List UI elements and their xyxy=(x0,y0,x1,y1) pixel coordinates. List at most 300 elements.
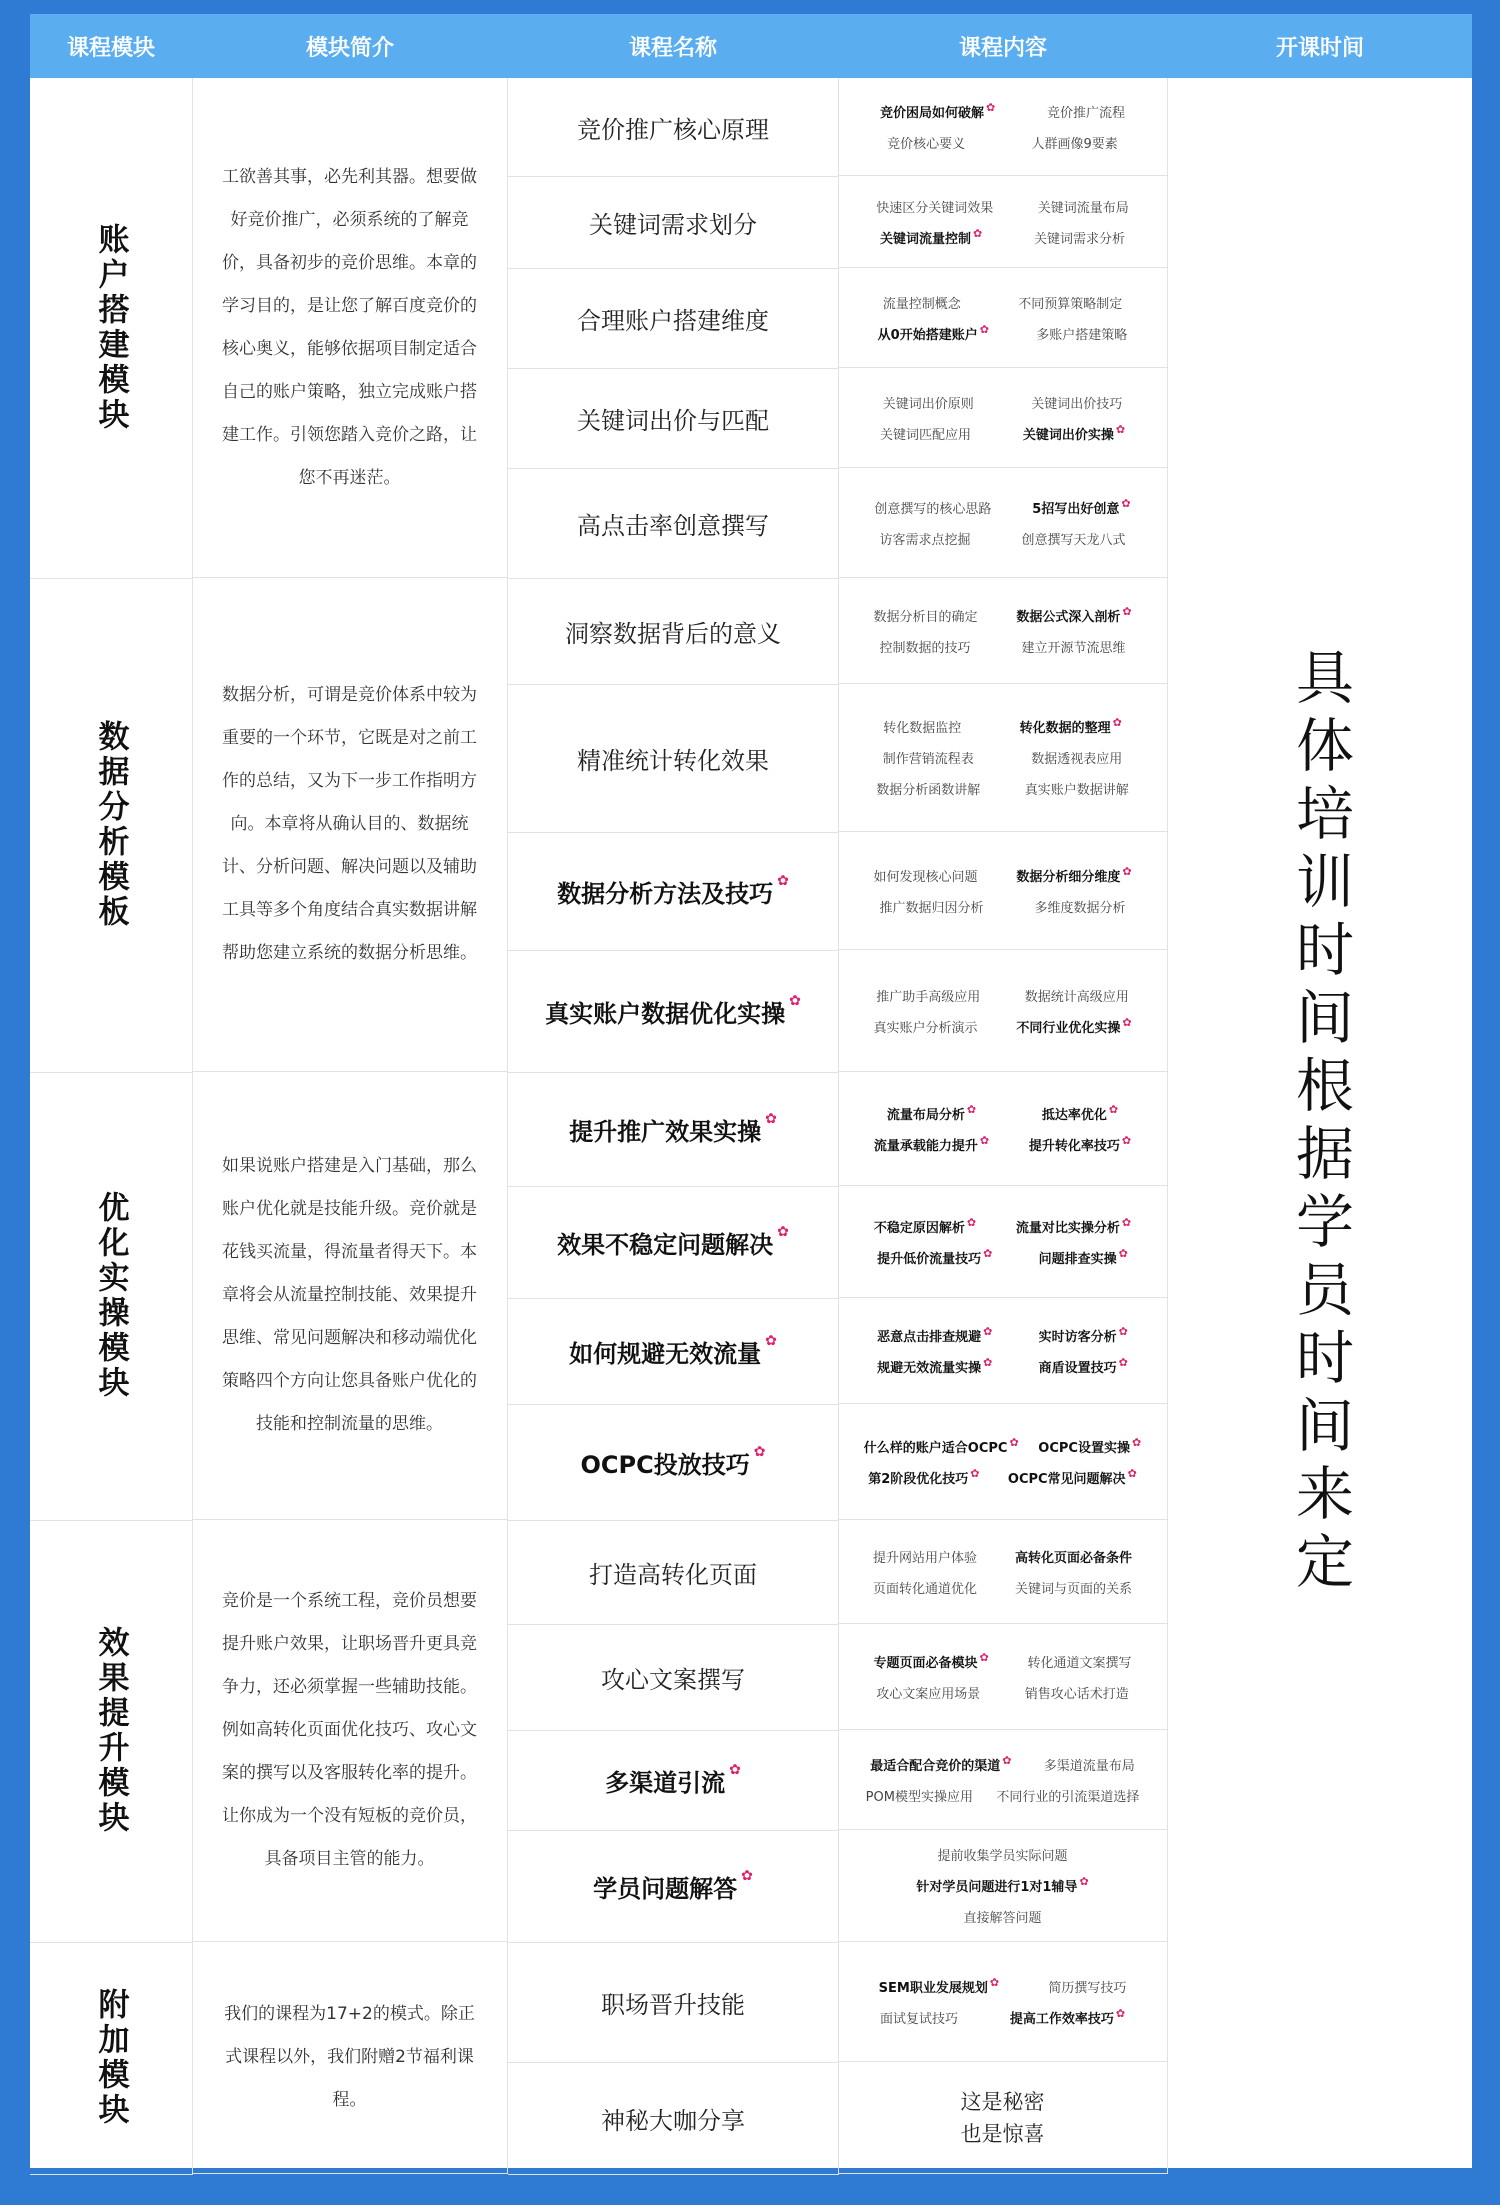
content-item-text: 关键词需求分析 xyxy=(1034,231,1126,247)
content-row xyxy=(854,717,1151,736)
star-icon: ✿ xyxy=(1122,1015,1132,1029)
course-name: 合理账户搭建维度 xyxy=(577,306,769,335)
star-icon: ✿ xyxy=(985,100,996,114)
content-item-text: OCPC设置实操 xyxy=(1038,1440,1130,1456)
content-item-text: 攻心文案应用场景 xyxy=(876,1686,981,1702)
course-name-cell xyxy=(508,1830,839,1943)
content-row xyxy=(854,1755,1151,1774)
module-title: 效果提升模块 xyxy=(92,1626,129,1836)
star-icon: ✿ xyxy=(1115,422,1126,436)
start-time-note xyxy=(1168,78,1472,2168)
content-item xyxy=(1010,2008,1125,2027)
content-item-text: 提升转化率技巧 xyxy=(1028,1138,1120,1154)
header-start-time: 开课时间 xyxy=(1275,35,1364,61)
course-content-cell xyxy=(838,684,1168,832)
star-icon: ✿ xyxy=(1121,1215,1132,1229)
content-row xyxy=(854,102,1151,121)
star-icon: ✿ xyxy=(1121,496,1131,510)
content-row xyxy=(854,1977,1151,1996)
content-row xyxy=(854,897,1151,916)
content-item xyxy=(1023,424,1125,443)
star-icon: ✿ xyxy=(979,322,989,336)
content-item-text: 真实账户分析演示 xyxy=(873,1020,978,1036)
content-item-text: 不同预算策略制定 xyxy=(1018,296,1123,312)
content-item xyxy=(1021,529,1125,548)
module-description: 竞价是一个系统工程，竞价员想要提升账户效果，让职场晋升更具竞争力，还必须掌握一些辅助技能。例如高转化页面优化技巧、攻心文案的撰写以及客服转化率的提升。让你成为一个没有短板的竞价员，具备项目主管的能力。 xyxy=(222,1591,477,1869)
course-name: 职场晋升技能 xyxy=(601,1990,745,2019)
content-item xyxy=(874,1135,989,1154)
content-row xyxy=(854,498,1151,517)
star-icon: ✿ xyxy=(729,1762,741,1778)
star-icon: ✿ xyxy=(1122,604,1132,618)
content-item xyxy=(887,1104,976,1123)
star-icon: ✿ xyxy=(1112,716,1122,729)
content-item-text: 提前收集学员实际问题 xyxy=(937,1849,1068,1864)
content-item-text: 流量控制概念 xyxy=(882,296,961,312)
content-item xyxy=(876,779,980,798)
content-item xyxy=(996,1786,1139,1805)
table-body xyxy=(30,78,1472,2168)
content-item xyxy=(1039,1248,1128,1267)
content-row xyxy=(854,1786,1151,1805)
content-item xyxy=(1036,324,1127,343)
content-item-text: 实时访客分析 xyxy=(1038,1329,1117,1345)
course-content-cell xyxy=(838,468,1168,578)
content-item-text: 高转化页面必备条件 xyxy=(1014,1550,1132,1566)
course-name-cell xyxy=(508,578,839,685)
content-item xyxy=(873,1578,977,1597)
course-content-cell xyxy=(838,78,1168,176)
course-name-cell xyxy=(508,78,839,177)
content-item-text: 关键词匹配应用 xyxy=(879,427,971,443)
course-name-cell xyxy=(508,1942,839,2063)
content-item-text: 最适合配合竞价的渠道 xyxy=(870,1758,1001,1774)
star-icon: ✿ xyxy=(989,1975,1000,1989)
star-icon: ✿ xyxy=(1122,864,1132,878)
course-content-cell xyxy=(838,1186,1168,1298)
course-content-cell xyxy=(838,2062,1168,2174)
content-item xyxy=(1008,1468,1137,1487)
course-name: 效果不稳定问题解决 xyxy=(557,1230,774,1259)
content-item xyxy=(873,866,977,885)
content-item-text: 提高工作效率技巧 xyxy=(1009,2011,1114,2027)
content-item xyxy=(1047,102,1125,121)
header-course-content: 课程内容 xyxy=(958,35,1047,61)
content-item-text: 流量承载能力提升 xyxy=(873,1138,978,1154)
content-item-text: 页面转化通道优化 xyxy=(872,1581,977,1597)
content-item xyxy=(880,2008,958,2027)
content-row xyxy=(854,748,1151,767)
content-item xyxy=(866,1786,973,1805)
content-item-text: 多账户搭建策略 xyxy=(1036,327,1128,343)
content-item xyxy=(1034,897,1125,916)
content-item-text: 恶意点击排查规避 xyxy=(877,1329,982,1345)
content-item xyxy=(1044,1755,1135,1774)
content-item-text: 真实账户数据讲解 xyxy=(1024,783,1129,798)
course-name: OCPC投放技巧 xyxy=(580,1450,750,1479)
content-item-text: 流量布局分析 xyxy=(886,1107,965,1123)
course-name: 精准统计转化效果 xyxy=(577,746,769,775)
course-name-cell xyxy=(508,684,839,833)
content-item-text: 创意撰写天龙八式 xyxy=(1021,532,1126,548)
content-item xyxy=(1048,1977,1126,1996)
content-row xyxy=(854,986,1151,1005)
star-icon: ✿ xyxy=(753,1444,766,1460)
course-content-cell xyxy=(838,1730,1168,1830)
content-item-text: 从0开始搭建账户 xyxy=(877,327,978,343)
content-row xyxy=(854,1104,1151,1123)
course-name: 关键词出价与匹配 xyxy=(577,406,769,435)
content-item xyxy=(880,424,971,443)
module-title-cell xyxy=(30,578,193,1073)
course-name: 竞价推广核心原理 xyxy=(577,115,769,144)
content-item xyxy=(880,102,995,121)
content-item xyxy=(868,1468,979,1487)
module-title-cell xyxy=(30,1942,193,2175)
star-icon: ✿ xyxy=(777,873,789,889)
content-item xyxy=(876,1683,980,1702)
content-item xyxy=(1028,1652,1132,1671)
content-item-text: 提升低价流量技巧 xyxy=(877,1251,982,1267)
content-item xyxy=(874,1217,976,1236)
content-item-text: 关键词出价实操 xyxy=(1022,427,1114,443)
content-item-text: 数据公式深入剖析 xyxy=(1016,609,1121,625)
content-item xyxy=(873,606,977,625)
content-item-text: 关键词流量控制 xyxy=(879,231,971,247)
content-item-text: 不同行业的引流渠道选择 xyxy=(996,1789,1140,1805)
content-row xyxy=(854,1652,1151,1671)
content-item-text: 数据分析函数讲解 xyxy=(876,783,981,798)
module-title: 数据分析模板 xyxy=(92,720,129,930)
content-item xyxy=(877,1248,992,1267)
course-name-cell xyxy=(508,268,839,369)
content-item-text: 不同行业优化实操 xyxy=(1016,1020,1121,1036)
content-item xyxy=(1039,1357,1128,1376)
content-row xyxy=(854,393,1151,412)
content-item xyxy=(1025,779,1129,798)
content-item xyxy=(1015,1547,1132,1566)
content-item-text: 推广助手高级应用 xyxy=(876,989,981,1005)
star-icon: ✿ xyxy=(1079,1875,1089,1888)
module-title-cell xyxy=(30,78,193,579)
module-description: 如果说账户搭建是入门基础，那么账户优化就是技能升级。竞价就是花钱买流量，得流量者得天下。本章将会从流量控制技能、效果提升思维、常见问题解决和移动端优化策略四个方向让您具备账户优化的技能和控制流量的思维。 xyxy=(222,1156,477,1434)
content-row xyxy=(854,1876,1151,1895)
course-content-cell xyxy=(838,1072,1168,1186)
content-item xyxy=(1032,498,1130,517)
content-row xyxy=(854,1326,1151,1345)
star-icon: ✿ xyxy=(1002,1753,1012,1767)
course-name-cell xyxy=(508,468,839,579)
content-item-text: 多维度数据分析 xyxy=(1034,900,1126,916)
content-row xyxy=(854,1437,1151,1456)
star-icon: ✿ xyxy=(970,1466,980,1480)
course-name: 关键词需求划分 xyxy=(589,210,757,239)
content-row xyxy=(854,424,1151,443)
course-name-cell xyxy=(508,2062,839,2175)
content-row xyxy=(854,1217,1151,1236)
star-icon: ✿ xyxy=(966,1215,977,1229)
content-item-text: 建立开源节流思维 xyxy=(1021,640,1126,656)
content-item-text: 转化通道文案撰写 xyxy=(1027,1655,1132,1671)
content-row xyxy=(854,1357,1151,1376)
course-name: 高点击率创意撰写 xyxy=(577,511,769,540)
content-item xyxy=(1016,1017,1131,1036)
course-name-cell xyxy=(508,1072,839,1187)
content-item-text: OCPC常见问题解决 xyxy=(1007,1471,1126,1487)
content-row xyxy=(854,779,1151,798)
content-item-text: 竞价核心要义 xyxy=(887,136,966,152)
content-row xyxy=(854,1017,1151,1036)
star-icon: ✿ xyxy=(765,1111,777,1127)
star-icon: ✿ xyxy=(1118,1355,1128,1369)
content-item xyxy=(1031,748,1122,767)
content-item xyxy=(877,1357,992,1376)
module-title: 账户搭建模块 xyxy=(92,223,129,433)
content-row xyxy=(854,293,1151,312)
content-item-text: 制作营销流程表 xyxy=(882,752,974,767)
course-content-cell xyxy=(838,578,1168,684)
content-row xyxy=(854,866,1151,885)
content-item-text: 关键词与页面的关系 xyxy=(1014,1581,1132,1597)
content-item-text: 数据分析细分维度 xyxy=(1016,869,1121,885)
star-icon: ✿ xyxy=(972,226,983,240)
course-content-cell xyxy=(838,1624,1168,1730)
content-row xyxy=(854,228,1151,247)
star-icon: ✿ xyxy=(1131,1435,1142,1449)
content-item xyxy=(1016,866,1131,885)
course-name-cell xyxy=(508,1186,839,1299)
content-item xyxy=(1016,606,1131,625)
content-item xyxy=(883,393,974,412)
content-item xyxy=(1029,1135,1131,1154)
content-row xyxy=(854,1845,1151,1864)
content-item xyxy=(879,529,970,548)
content-item-text: 5招写出好创意 xyxy=(1032,501,1120,517)
content-item xyxy=(1034,228,1125,247)
course-name-cell xyxy=(508,368,839,469)
content-row xyxy=(854,324,1151,343)
module-title-cell xyxy=(30,1072,193,1521)
star-icon: ✿ xyxy=(983,1246,993,1260)
course-name-cell xyxy=(508,1624,839,1731)
module-desc-cell xyxy=(192,78,508,578)
content-item-text: 控制数据的技巧 xyxy=(879,640,971,656)
content-item-text: 第2阶段优化技巧 xyxy=(868,1471,969,1487)
content-item-text: 创意撰写的核心思路 xyxy=(874,501,992,517)
course-name: 攻心文案撰写 xyxy=(601,1665,745,1694)
content-item-text: SEM职业发展规划 xyxy=(878,1980,988,1996)
content-item-text: 专题页面必备模块 xyxy=(873,1655,978,1671)
content-item-text: 关键词出价技巧 xyxy=(1031,396,1123,412)
star-icon: ✿ xyxy=(777,1224,789,1240)
module-title: 附加模块 xyxy=(92,1988,129,2128)
content-item-text: 数据分析目的确定 xyxy=(873,609,978,625)
content-item xyxy=(878,324,989,343)
content-item-text: 推广数据归因分析 xyxy=(879,900,984,916)
content-item-text: 转化数据监控 xyxy=(883,721,962,736)
content-item xyxy=(876,986,980,1005)
star-icon: ✿ xyxy=(1118,1324,1128,1338)
content-item xyxy=(883,717,961,736)
content-item-text: 流量对比实操分析 xyxy=(1015,1220,1120,1236)
content-item-text: 简历撰写技巧 xyxy=(1048,1980,1127,1996)
content-item-text: 竞价推广流程 xyxy=(1047,105,1126,121)
header-course-name: 课程名称 xyxy=(628,35,717,61)
star-icon: ✿ xyxy=(979,1133,990,1147)
content-item xyxy=(879,1977,999,1996)
content-row xyxy=(854,1547,1151,1566)
content-item xyxy=(879,637,970,656)
content-row xyxy=(854,606,1151,625)
content-row xyxy=(854,1907,1151,1926)
star-icon: ✿ xyxy=(1121,1133,1132,1147)
content-item xyxy=(1025,986,1129,1005)
content-item xyxy=(1031,393,1122,412)
content-item xyxy=(879,897,983,916)
content-item xyxy=(937,1845,1067,1864)
curriculum-table xyxy=(30,14,1472,2168)
content-item-text: 竞价困局如何破解 xyxy=(879,105,984,121)
content-item-text: 规避无效流量实操 xyxy=(877,1360,982,1376)
course-content-cell xyxy=(838,1404,1168,1520)
content-item xyxy=(1039,1326,1128,1345)
course-content-cell xyxy=(838,1298,1168,1404)
content-item-text: 销售攻心话术打造 xyxy=(1024,1686,1129,1702)
content-item xyxy=(870,1755,1011,1774)
star-icon: ✿ xyxy=(1108,1102,1119,1116)
course-content-cell xyxy=(838,268,1168,368)
content-item xyxy=(1020,717,1122,736)
content-item-text: 抵达率优化 xyxy=(1041,1107,1107,1123)
content-item xyxy=(1025,1683,1129,1702)
course-name: 多渠道引流 xyxy=(605,1768,726,1797)
content-item-text: 数据统计高级应用 xyxy=(1024,989,1129,1005)
content-item xyxy=(887,133,965,152)
content-item xyxy=(864,1437,1019,1456)
course-name-cell xyxy=(508,950,839,1073)
module-description: 工欲善其事，必先利其器。想要做好竞价推广，必须系统的了解竞价，具备初步的竞价思维。本章的学习目的，是让您了解百度竞价的核心奥义，能够依据项目制定适合自己的账户策略，独立完成账户搭建工作。引领您踏入竞价之路，让您不再迷茫。 xyxy=(222,166,477,488)
content-item-text: 问题排查实操 xyxy=(1038,1251,1117,1267)
content-row xyxy=(854,1683,1151,1702)
content-row xyxy=(854,133,1151,152)
star-icon: ✿ xyxy=(983,1355,993,1369)
content-item-text: 提升网站用户体验 xyxy=(872,1550,977,1566)
star-icon: ✿ xyxy=(1118,1246,1128,1260)
star-icon: ✿ xyxy=(789,993,801,1009)
content-row xyxy=(854,1468,1151,1487)
content-row xyxy=(854,1135,1151,1154)
module-description: 数据分析，可谓是竞价体系中较为重要的一个环节，它既是对之前工作的总结，又为下一步工作指明方向。本章将从确认目的、数据统计、分析问题、解决问题以及辅助工具等多个角度结合真实数据讲解帮助您建立系统的数据分析思维。 xyxy=(222,685,477,963)
module-description: 我们的课程为17+2的模式。除正式课程以外，我们附赠2节福利课程。 xyxy=(224,2004,475,2110)
course-name: 数据分析方法及技巧 xyxy=(557,879,774,908)
content-item-text: POM模型实操应用 xyxy=(865,1789,973,1805)
content-row xyxy=(854,1248,1151,1267)
module-desc-cell xyxy=(192,578,508,1072)
course-content-cell xyxy=(838,832,1168,950)
course-name: 神秘大咖分享 xyxy=(601,2106,745,2135)
star-icon: ✿ xyxy=(741,1868,753,1884)
module-title: 优化实操模块 xyxy=(92,1191,129,1401)
course-content-cell xyxy=(838,1942,1168,2062)
content-item-text: 针对学员问题进行1对1辅导 xyxy=(916,1880,1078,1895)
content-item xyxy=(874,498,991,517)
content-item-text: 如何发现核心问题 xyxy=(873,869,978,885)
start-time-text: 具体培训时间根据学员时间来定 xyxy=(1286,647,1354,1599)
content-item xyxy=(876,197,993,216)
course-content-cell xyxy=(838,176,1168,268)
course-name-cell xyxy=(508,1298,839,1405)
module-desc-cell xyxy=(192,1942,508,2174)
content-item-text: 不稳定原因解析 xyxy=(873,1220,965,1236)
course-name-cell xyxy=(508,1520,839,1625)
course-name-cell xyxy=(508,1730,839,1831)
course-content-cell xyxy=(838,1520,1168,1624)
content-item xyxy=(883,293,961,312)
content-item xyxy=(883,748,974,767)
star-icon: ✿ xyxy=(1115,2006,1126,2020)
content-row xyxy=(854,197,1151,216)
content-item xyxy=(880,228,982,247)
content-item-text: 人群画像9要素 xyxy=(1031,136,1118,152)
course-name: 提升推广效果实操 xyxy=(569,1117,762,1146)
content-row xyxy=(854,529,1151,548)
course-name: 打造高转化页面 xyxy=(589,1560,757,1589)
content-item-text: 直接解答问题 xyxy=(963,1911,1042,1926)
course-name-cell xyxy=(508,176,839,269)
course-name: 学员问题解答 xyxy=(593,1874,738,1903)
secret-text: 这是秘密 xyxy=(960,2089,1045,2114)
course-content-cell xyxy=(838,368,1168,468)
table-header xyxy=(30,14,1472,78)
content-item xyxy=(1042,1104,1118,1123)
content-item xyxy=(1018,293,1122,312)
course-name: 如何规避无效流量 xyxy=(569,1339,762,1368)
content-item-text: 关键词流量布局 xyxy=(1037,200,1129,216)
content-item-text: 多渠道流量布局 xyxy=(1043,1758,1135,1774)
content-item xyxy=(877,1326,992,1345)
content-item-text: 快速区分关键词效果 xyxy=(876,200,994,216)
course-content-cell xyxy=(838,1830,1168,1942)
star-icon: ✿ xyxy=(966,1102,977,1116)
module-desc-cell xyxy=(192,1520,508,1942)
content-item xyxy=(963,1907,1041,1926)
star-icon: ✿ xyxy=(765,1333,777,1349)
header-module: 课程模块 xyxy=(66,35,155,61)
content-row xyxy=(854,637,1151,656)
content-item xyxy=(916,1876,1088,1895)
course-name: 真实账户数据优化实操 xyxy=(545,999,786,1028)
content-item xyxy=(873,1652,988,1671)
course-name: 洞察数据背后的意义 xyxy=(565,619,781,648)
star-icon: ✿ xyxy=(983,1324,993,1338)
star-icon: ✿ xyxy=(1009,1435,1019,1449)
content-row xyxy=(854,2008,1151,2027)
module-title-cell xyxy=(30,1520,193,1943)
header-desc: 模块简介 xyxy=(305,35,394,61)
content-item-text: 面试复试技巧 xyxy=(879,2011,958,2027)
content-item xyxy=(1021,637,1125,656)
course-name-cell xyxy=(508,1404,839,1521)
course-content-cell xyxy=(838,950,1168,1072)
content-item xyxy=(1015,1578,1132,1597)
content-item xyxy=(1016,1217,1131,1236)
content-item xyxy=(1038,197,1129,216)
content-item-text: 什么样的账户适合OCPC xyxy=(863,1440,1008,1456)
content-item xyxy=(873,1547,977,1566)
content-item-text: 访客需求点挖掘 xyxy=(879,532,971,548)
content-item-text: 转化数据的整理 xyxy=(1019,721,1111,736)
content-item-text: 关键词出价原则 xyxy=(882,396,974,412)
